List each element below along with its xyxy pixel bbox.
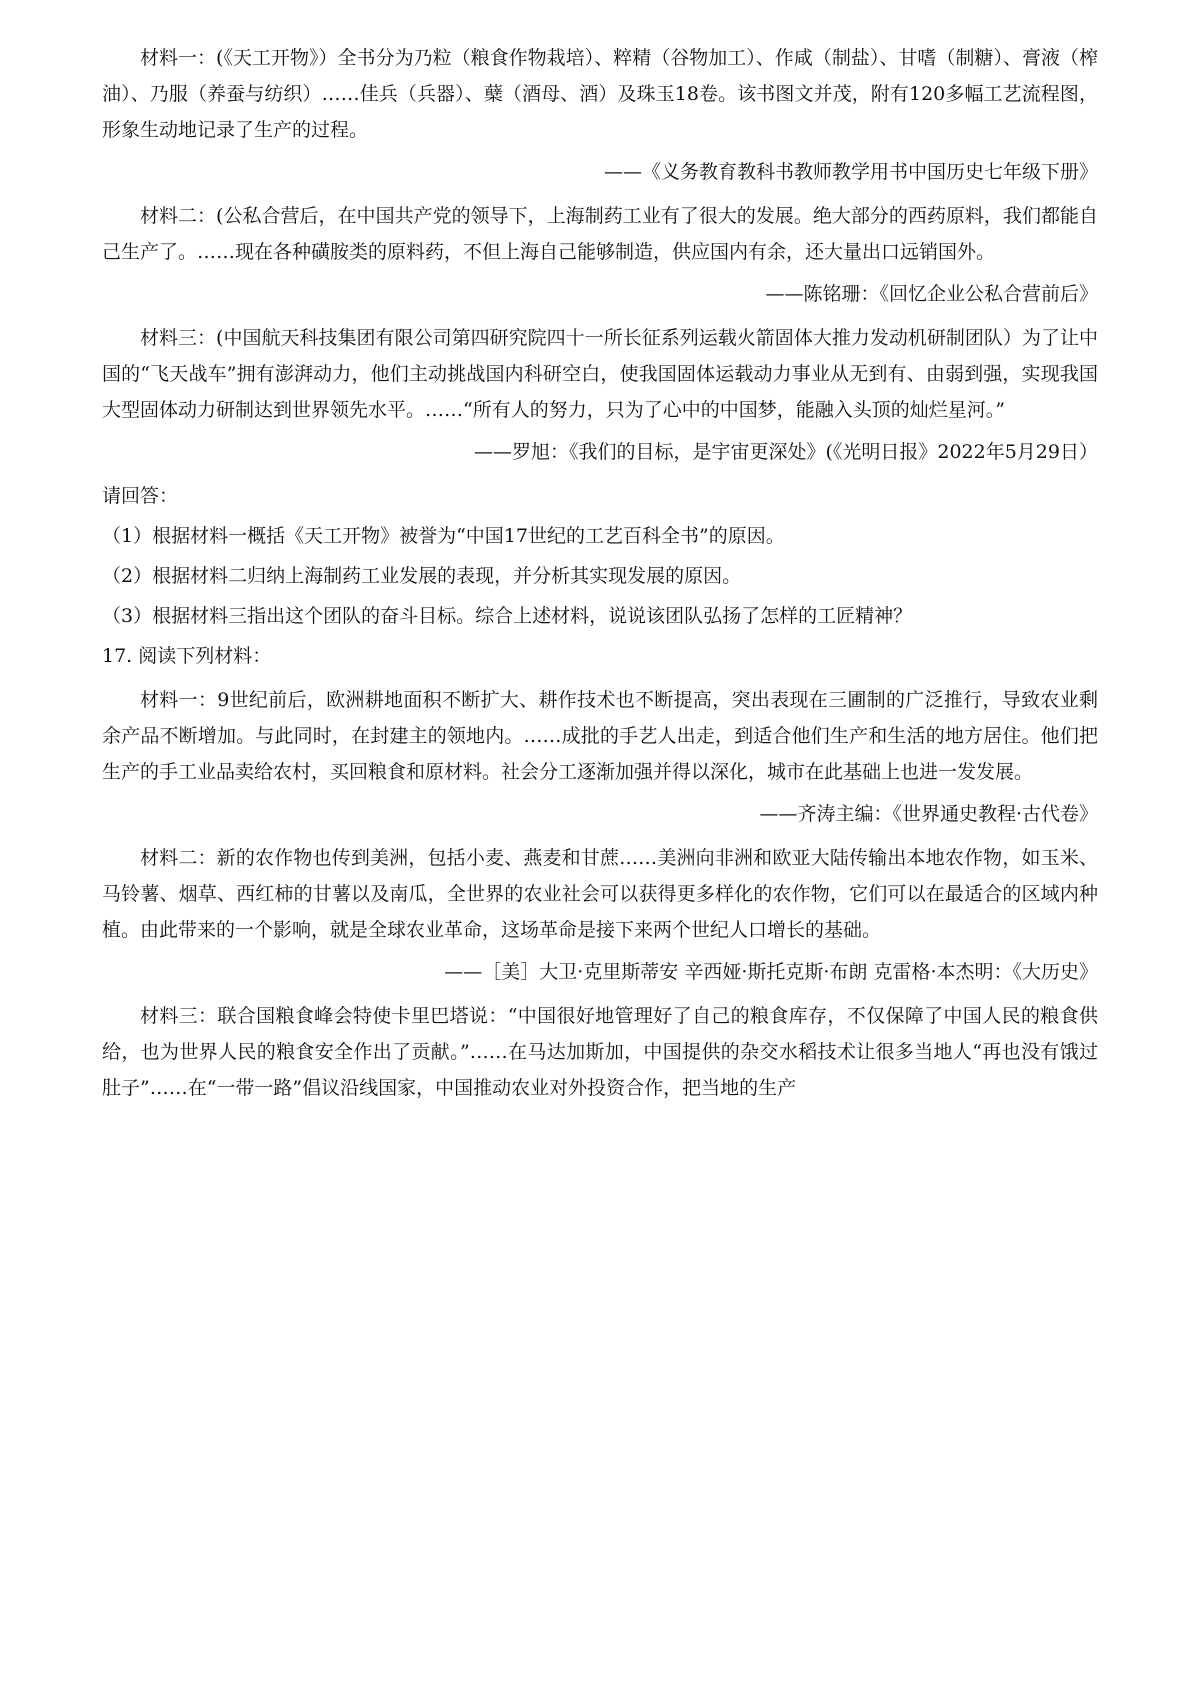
q16-source-2: ——陈铭珊：《回忆企业公私合营前后》 <box>765 283 1098 305</box>
q17-material-1: 材料一：9世纪前后，欧洲耕地面积不断扩大、耕作技术也不断提高，突出表现在三圃制的广泛推行，导致农业剩余产品不断增加。与此同时，在封建主的领地内。……成批的手艺人出走，到适合他们生产和生活的地方居住。他们把生产的手工业品卖给农村，买回粮食和原材料。社会分工逐渐加强并得以深化，城市在此基础上也进一发发展。 <box>102 689 1098 783</box>
q16-material-3: 材料三：(中国航天科技集团有限公司第四研究院四十一所长征系列运载火箭固体大推力发动机研制团队）为了让中国的“飞天战车”拥有澎湃动力，他们主动挑战国内科研空白，使我国固体运载动力事业从无到有、由弱到强，实现我国大型固体动力研制达到世界领先水平。……“所有人的努力，只为了心中的中国梦，能融入头顶的灿烂星河。” <box>102 327 1098 421</box>
q16-question-1: （1）根据材料一概括《天工开物》被誉为“中国17世纪的工艺百科全书”的原因。 <box>102 525 785 547</box>
q16-question-3: （3）根据材料三指出这个团队的奋斗目标。综合上述材料，说说该团队弘扬了怎样的工匠精神？ <box>102 605 913 627</box>
q16-answer-prompt: 请回答： <box>102 485 179 507</box>
q17-heading: 17. 阅读下列材料： <box>102 645 272 667</box>
q16-question-2: （2）根据材料二归纳上海制药工业发展的表现，并分析其实现发展的原因。 <box>102 565 742 587</box>
q17-material-3: 材料三：联合国粮食峰会特使卡里巴塔说：“中国很好地管理好了自己的粮食库存，不仅保障了中国人民的粮食供给，也为世界人民的粮食安全作出了贡献。”……在马达加斯加，中国提供的杂交水稻技术让很多当地人“再也没有饿过肚子”……在“一带一路”倡议沿线国家，中国推动农业对外投资合作，把当地的生产 <box>102 1005 1098 1099</box>
q16-source-1: ——《义务教育教科书教师教学用书中国历史七年级下册》 <box>603 161 1098 183</box>
q17-source-2: ——［美］大卫·克里斯蒂安 辛西娅·斯托克斯·布朗 克雷格·本杰明：《大历史》 <box>444 961 1098 983</box>
q16-material-1: 材料一：(《天工开物》）全书分为乃粒（粮食作物栽培）、粹精（谷物加工）、作咸（制盐）、甘嗜（制糖）、膏液（榨油）、乃服（养蚕与纺织）……佳兵（兵器）、蘖（酒母、酒）及珠玉18卷。该书图文并茂，附有120多幅工艺流程图，形象生动地记录了生产的过程。 <box>102 47 1098 141</box>
q16-source-3: ——罗旭：《我们的目标，是宇宙更深处》(《光明日报》2022年5月29日） <box>473 441 1098 463</box>
q17-source-1: ——齐涛主编：《世界通史教程·古代卷》 <box>759 803 1098 825</box>
q16-material-2: 材料二：(公私合营后，在中国共产党的领导下，上海制药工业有了很大的发展。绝大部分的西药原料，我们都能自己生产了。……现在各种磺胺类的原料药，不但上海自己能够制造，供应国内有余，还大量出口远销国外。 <box>102 205 1098 263</box>
q17-material-2: 材料二：新的农作物也传到美洲，包括小麦、燕麦和甘蔗……美洲向非洲和欧亚大陆传输出本地农作物，如玉米、马铃薯、烟草、西红柿的甘薯以及南瓜，全世界的农业社会可以获得更多样化的农作物，它们可以在最适合的区域内种植。由此带来的一个影响，就是全球农业革命，这场革命是接下来两个世纪人口增长的基础。 <box>102 847 1098 941</box>
